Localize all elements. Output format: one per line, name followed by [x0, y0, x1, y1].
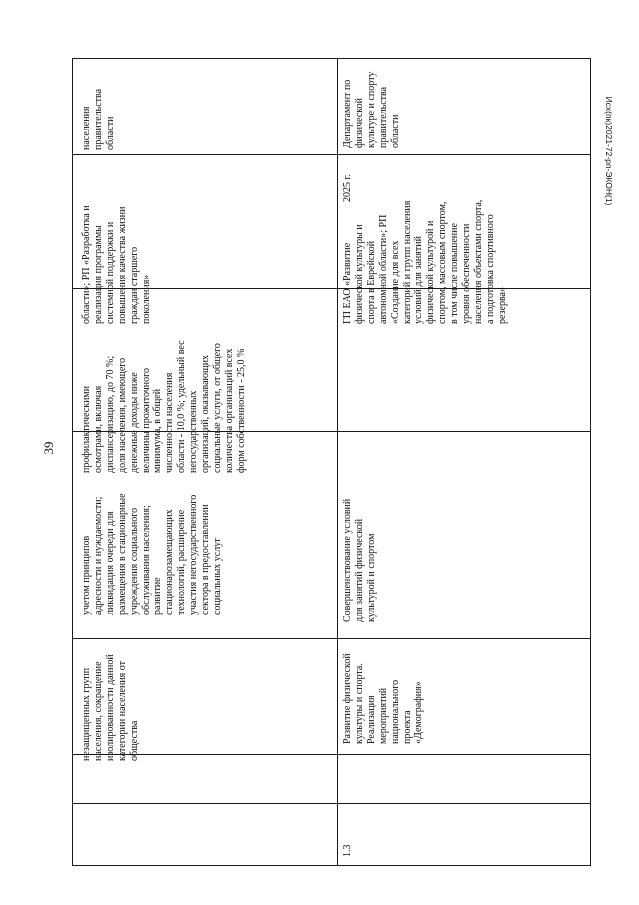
row-a-task: учетом принципов адресности и нуждаемости; ликвидация очереди для размещения в стационарные учреждения социального обслуживания населения; развитие стационарозамещающих технологий, расширение участия негосударственного сектора в предоставлении социальных услуг: [81, 493, 223, 615]
document-reference: Исх(пк)2021-72-рп-ЭКОН(1): [604, 96, 614, 206]
table-border-right: [72, 865, 591, 866]
table-border-bottom: [72, 58, 73, 866]
row-a-goal: незащищенных групп населения, сокращение изолированности данной категории населения от общества: [81, 654, 140, 761]
table-border-top: [590, 58, 591, 866]
row-b-number: 1.3: [342, 844, 353, 857]
row-a-goal-cell: [81, 628, 171, 768]
row-a-programs: области»; РП «Разработка и реализация программы системной поддержки и повышения качества жизни граждан старшего поколения»: [81, 205, 152, 324]
row-a-task-cell: [81, 487, 271, 621]
row-b-task: Совершенствование условий для занятий физической культурой и спортом: [342, 498, 377, 622]
row-b-programs: ГП ЕАО «Развитие физической культуры и спорта в Еврейской автономной области»; РП «Создание для всех категорий и групп населения условий для занятий физической культурой и спортом, массовым спортом, в том числе повышение уровня обеспеченности населения объектами спорта, а подготовка спортивного резерва»: [342, 199, 508, 324]
row-a-executor-cell: [81, 70, 151, 150]
row-b-goal: Развитие физической культуры и спорта. Реализация мероприятий национального проекта «Демография»: [342, 653, 425, 744]
table-border-left: [72, 58, 591, 59]
row-b-year: 2025 г.: [342, 174, 353, 202]
row-b-goal-cell: [342, 648, 442, 748]
row-a-executor: населения правительства области: [81, 88, 116, 150]
column-divider: [72, 154, 591, 155]
row-b-executor-cell: [342, 70, 402, 152]
column-divider: [72, 803, 591, 804]
row-a-indicators-cell: [81, 337, 337, 481]
measures-table: [72, 58, 591, 866]
page-number: 39: [41, 441, 56, 455]
row-b-task-cell: [342, 495, 412, 628]
row-b-executor: Департамент по физической культуре и спорту правительства области: [342, 71, 401, 148]
row-b-year-cell: [342, 158, 362, 202]
row-a-indicators: профилактическими осмотрами, включая диспансеризацию, до 70 %; доля населения, имеющего денежные доходы ниже величины прожиточного минимума, в общей численности населения области - 10,0 %; удельный вес негосударственных организаций, оказывающих социальные услуги, от общего количества организаций всех форм собственности - 25,0 %: [81, 340, 247, 473]
row-b-programs-cell: [342, 198, 585, 332]
row-divider: [337, 58, 338, 866]
row-a-programs-cell: [81, 198, 201, 332]
row-b-number-cell: [342, 813, 362, 863]
